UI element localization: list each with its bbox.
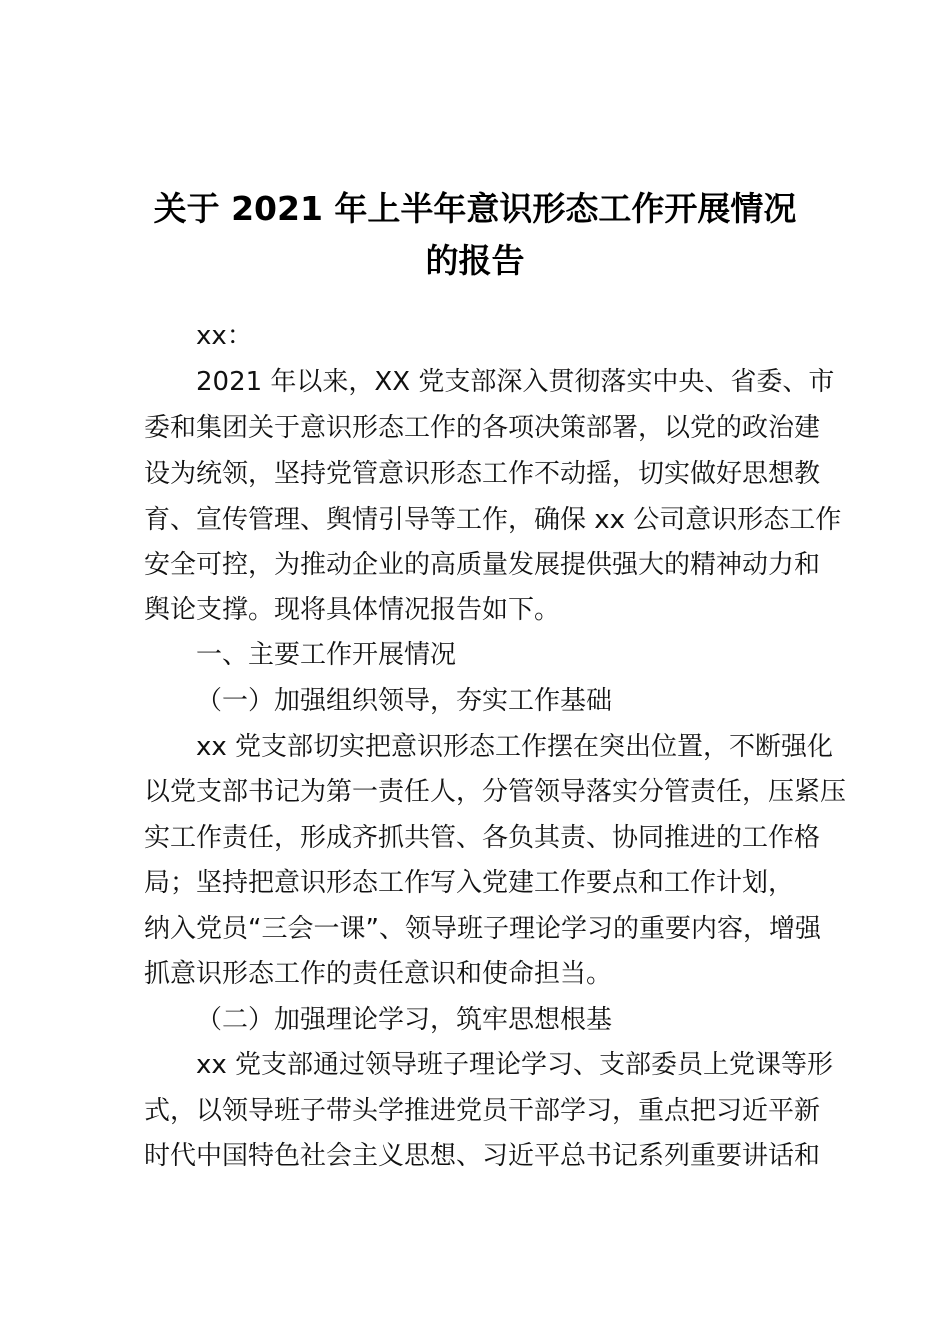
body-line: 抓意识形态工作的责任意识和使命担当。 [144, 959, 613, 989]
body-line: xx 党支部通过领导班子理论学习、支部委员上党课等形 [196, 1050, 834, 1080]
body-line: 纳入党员“三会一课”、领导班子理论学习的重要内容，增强 [144, 914, 821, 944]
body-line: xx 党支部切实把意识形态工作摆在突出位置，不断强化 [196, 732, 834, 762]
body-line: 实工作责任，形成齐抓共管、各负其责、协同推进的工作格 [144, 823, 821, 853]
body-line: 育、宣传管理、舆情引导等工作，确保 xx 公司意识形态工作 [144, 505, 842, 535]
salutation: xx： [196, 321, 253, 351]
body-line: 舆论支撑。现将具体情况报告如下。 [144, 595, 561, 625]
subsection-heading-1: （一）加强组织领导，夯实工作基础 [196, 686, 613, 716]
body-line: 时代中国特色社会主义思想、习近平总书记系列重要讲话和 [144, 1141, 821, 1171]
body-line: 以党支部书记为第一责任人，分管领导落实分管责任，压紧压 [144, 777, 847, 807]
document-title-line-2: 的报告 [425, 241, 525, 280]
body-line: 式，以领导班子带头学推进党员干部学习，重点把习近平新 [144, 1096, 821, 1126]
body-line: 2021 年以来，XX 党支部深入贯彻落实中央、省委、市 [196, 367, 835, 397]
body-line: 安全可控，为推动企业的高质量发展提供强大的精神动力和 [144, 550, 821, 580]
subsection-heading-2: （二）加强理论学习，筑牢思想根基 [196, 1005, 613, 1035]
body-line: 局；坚持把意识形态工作写入党建工作要点和工作计划， [144, 868, 795, 898]
document-title-line-1: 关于 2021 年上半年意识形态工作开展情况 [153, 189, 797, 228]
body-line: 设为统领，坚持党管意识形态工作不动摇，切实做好思想教 [144, 459, 821, 489]
section-heading-1: 一、主要工作开展情况 [196, 640, 457, 670]
body-line: 委和集团关于意识形态工作的各项决策部署，以党的政治建 [144, 413, 821, 443]
